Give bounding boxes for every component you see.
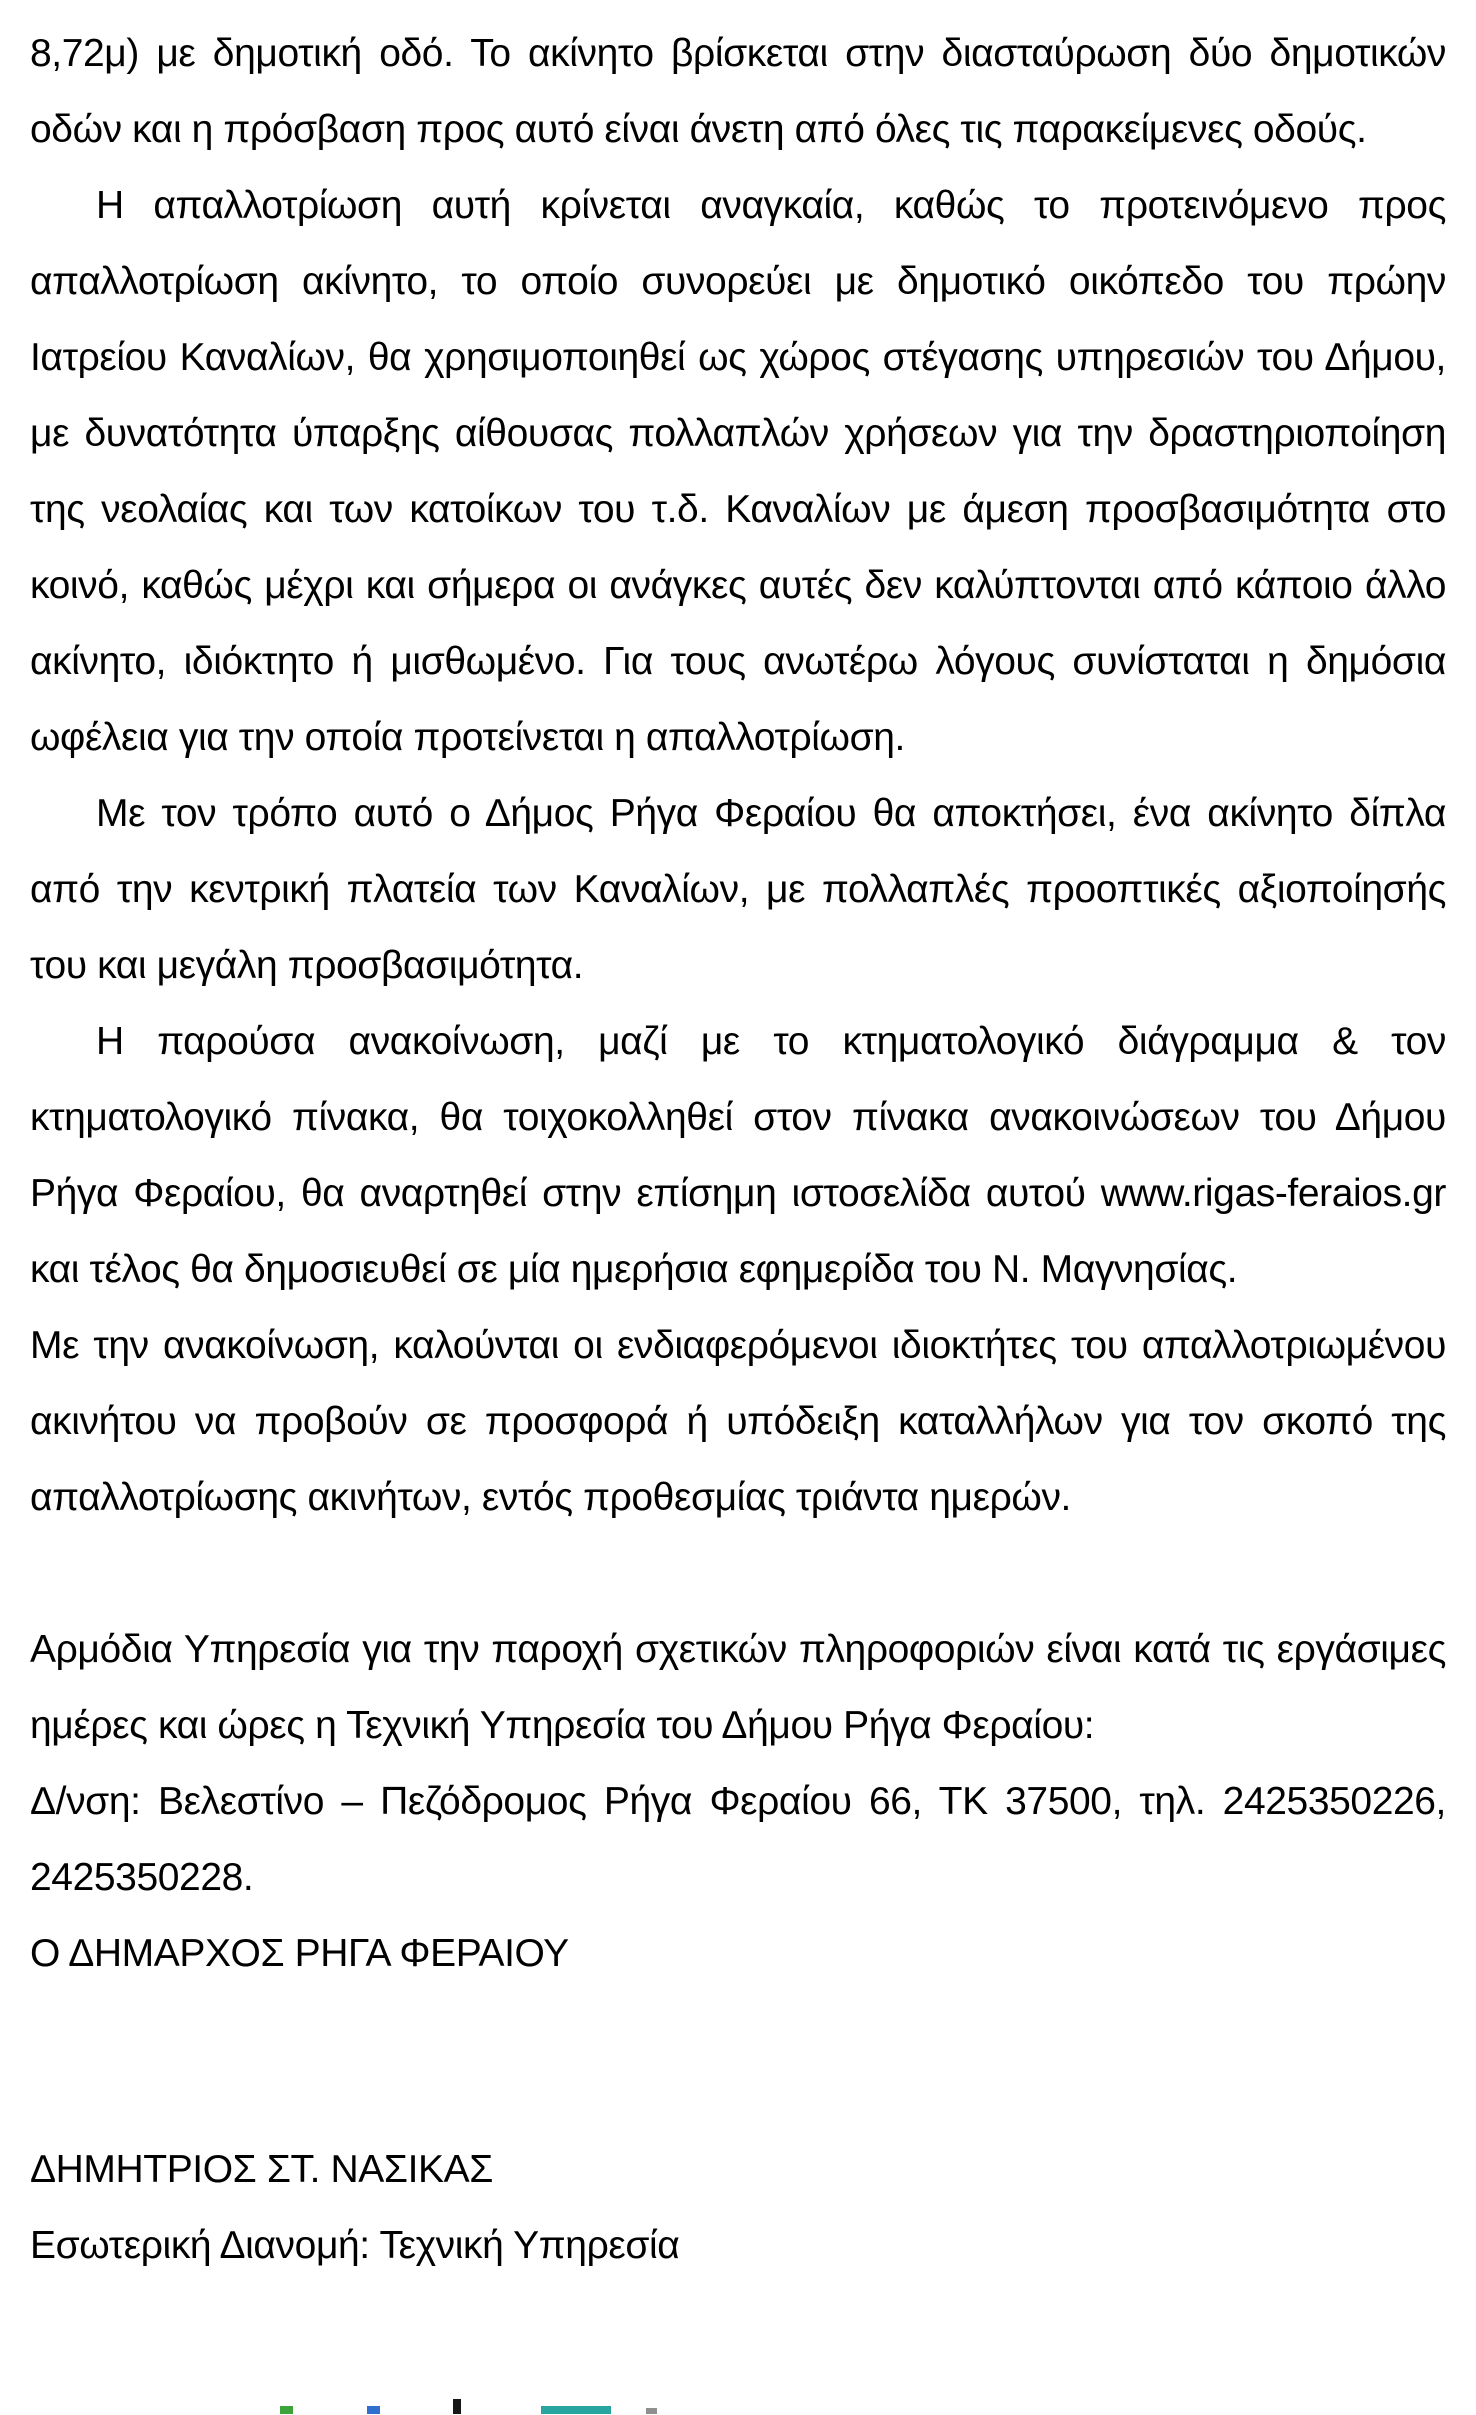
paragraph-municipality-benefit: Με τον τρόπο αυτό ο Δήμος Ρήγα Φεραίου θα αποκτήσει, ένα ακίνητο δίπλα από την κεντρική πλατεία των Καναλίων, με πολλαπλές προοπτικές αξιοποίησής του και μεγάλη προσβασιμότητα.: [30, 792, 1446, 987]
paragraph-owners-invitation: Με την ανακοίνωση, καλούνται οι ενδιαφερόμενοι ιδιοκτήτες του απαλλοτριωμένου ακινήτου να προβούν σε προσφορά ή υπόδειξη καταλλήλων για τον σκοπό της απαλλοτρίωσης ακινήτων, εντός προθεσμίας τριάντα ημερών.: [30, 1324, 1446, 1519]
mayor-name-line: ΔΗΜΗΤΡΙΟΣ ΣΤ. ΝΑΣΙΚΑΣ: [30, 2148, 493, 2191]
edge-artifact-mark: [367, 2406, 380, 2414]
page-edge-artifacts: [0, 2396, 1476, 2414]
edge-artifact-mark: [453, 2399, 461, 2414]
edge-artifact-mark: [280, 2406, 293, 2414]
mayor-title-line: Ο ΔΗΜΑΡΧΟΣ ΡΗΓΑ ΦΕΡΑΙΟΥ: [30, 1932, 569, 1975]
paragraph-continuation: 8,72μ) με δημοτική οδό. Το ακίνητο βρίσκεται στην διασταύρωση δύο δημοτικών οδών και η πρόσβαση προς αυτό είναι άνετη από όλες τις παρακείμενες οδούς.: [30, 32, 1446, 151]
paragraph-announcement-publication: Η παρούσα ανακοίνωση, μαζί με το κτηματολογικό διάγραμμα & τον κτηματολογικό πίνακα, θα τοιχοκολληθεί στον πίνακα ανακοινώσεων του Δήμου Ρήγα Φεραίου, θα αναρτηθεί στην επίσημη ιστοσελίδα αυτού www.rigas-feraios.gr και τέλος θα δημοσιευθεί σε μία ημερήσια εφημερίδα του Ν. Μαγνησίας.: [30, 1020, 1446, 1291]
edge-artifact-mark: [646, 2408, 657, 2414]
paragraph-responsible-service: Αρμόδια Υπηρεσία για την παροχή σχετικών πληροφοριών είναι κατά τις εργάσιμες ημέρες και ώρες η Τεχνική Υπηρεσία του Δήμου Ρήγα Φεραίου:: [30, 1628, 1446, 1747]
paragraph-address-phones: Δ/νση: Βελεστίνο – Πεζόδρομος Ρήγα Φεραίου 66, ΤΚ 37500, τηλ. 2425350226, 2425350228.: [30, 1780, 1446, 1899]
internal-distribution-line: Εσωτερική Διανομή: Τεχνική Υπηρεσία: [30, 2224, 680, 2267]
paragraph-expropriation-necessity: Η απαλλοτρίωση αυτή κρίνεται αναγκαία, καθώς το προτεινόμενο προς απαλλοτρίωση ακίνητο, το οποίο συνορεύει με δημοτικό οικόπεδο του πρώην Ιατρείου Καναλίων, θα χρησιμοποιηθεί ως χώρος στέγασης υπηρεσιών του Δήμου, με δυνατότητα ύπαρξης αίθουσας πολλαπλών χρήσεων για την δραστηριοποίηση της νεολαίας και των κατοίκων του τ.δ. Καναλίων με άμεση προσβασιμότητα στο κοινό, καθώς μέχρι και σήμερα οι ανάγκες αυτές δεν καλύπτονται από κάποιο άλλο ακίνητο, ιδιόκτητο ή μισθωμένο. Για τους ανωτέρω λόγους συνίσταται η δημόσια ωφέλεια για την οποία προτείνεται η απαλλοτρίωση.: [30, 184, 1446, 759]
edge-artifact-mark: [541, 2406, 611, 2414]
